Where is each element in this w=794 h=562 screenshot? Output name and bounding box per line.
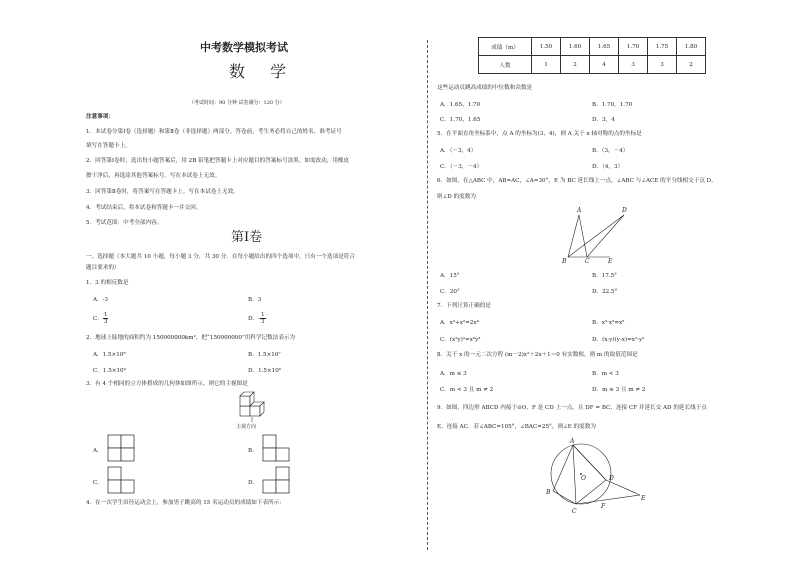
note-line: 3．回答第Ⅱ卷时，将答案写在答题卡上。写在本试卷上无效。	[86, 189, 239, 195]
q8-option-a: A．m ≤ 3	[440, 371, 467, 377]
table-cell: 2	[677, 56, 706, 74]
q6-triangle-figure	[558, 205, 638, 267]
q3-option-d-figure	[262, 466, 292, 496]
section-intro: 题目要求的）	[86, 265, 120, 271]
q4-option-c: C．1.70，1.65	[440, 117, 481, 123]
exam-title: 中考数学模拟考试	[200, 41, 288, 54]
table-cell: 3	[648, 56, 677, 74]
q3-view-label: 主视方向	[236, 424, 257, 430]
q3-option-c-figure	[107, 466, 137, 496]
q2-option-d: D．1.5×10⁶	[248, 368, 282, 374]
table-row	[479, 38, 706, 56]
q6-option-b: B．17.5°	[592, 273, 617, 279]
q8-option-d: D．m ≤ 3 且 m ≠ 2	[592, 387, 646, 393]
q4-option-d: D．3，4	[592, 117, 615, 123]
q6-label-a: A	[577, 207, 582, 214]
q9-stem: E，连接 AC．若∠ABC=105°，∠BAC=25°，则∠E 的度数为	[437, 424, 596, 430]
q3-option-b-figure	[262, 434, 292, 464]
column-divider	[427, 40, 428, 550]
q6-label-c: C	[585, 258, 590, 265]
q3-stem: 3．有 4 个相同的立方体搭成的几何体如图所示，则它的主视图是	[86, 381, 248, 387]
q2-option-b: B．1.5×10⁷	[248, 352, 281, 358]
q1-option-d: D．- $\frac{1}{3}$	[248, 312, 265, 325]
note-line: 4．考试结束后，将本试卷和答题卡一并交回。	[86, 205, 202, 211]
q3-solid-figure	[238, 390, 268, 424]
q3-option-c: C．	[93, 480, 103, 486]
q6-label-e: E	[608, 258, 613, 265]
q2-option-a: A．1.5×10⁸	[93, 352, 126, 358]
q6-option-d: D．22.5°	[592, 289, 618, 295]
q9-label-a: A	[570, 438, 575, 445]
table-cell: 人数	[479, 56, 532, 74]
table-cell: 1	[532, 56, 561, 74]
table-cell: 3	[619, 56, 648, 74]
table-cell: 成绩（m）	[479, 38, 532, 56]
q7-option-b: B．x³·x²=x⁶	[592, 320, 625, 326]
q8-option-b: B．m < 3	[592, 371, 619, 377]
q8-stem: 8．关于 x 的一元二次方程 (m－2)x²＋2x＋1＝0 有实数根，则 m 的取值范围是	[437, 352, 638, 358]
q3-option-d: D．	[248, 480, 259, 486]
subject-title: 数 学	[229, 62, 297, 81]
q9-label-b: B	[546, 489, 551, 496]
q4-score-table	[478, 37, 706, 74]
q5-option-b: B．（3，－4）	[592, 148, 629, 154]
note-line: 5．考试范围：中考全部内容。	[86, 220, 163, 226]
q4-stem: 4．在一次学生田径运动会上，参加男子跳高的 15 名运动员的成绩如下表所示：	[86, 500, 285, 506]
q7-option-a: A．x²+x²=2x⁴	[440, 320, 479, 326]
q6-stem: 6．如图，在△ABC 中，AB=AC，∠A=30°，E 为 BC 延长线上一点，∠ABC 与∠ACE 的平分线相交于点 D，	[437, 178, 717, 184]
note-line: 填写在答题卡上。	[86, 143, 131, 149]
table-row	[479, 56, 706, 74]
q5-option-d: D．（4，3）	[592, 164, 624, 170]
q6-stem: 则∠D 的度数为	[437, 194, 476, 200]
q9-label-f: F	[601, 503, 606, 510]
q1-option-b: B．3	[248, 297, 262, 303]
q9-label-c: C	[572, 508, 577, 515]
q5-option-a: A．（－3，4）	[440, 148, 477, 154]
q5-stem: 5．在平面直角坐标系中，点 A 的坐标为(3，4)，则 A 关于 x 轴对称的点的坐标是	[437, 131, 642, 137]
q4-question: 这些运动员跳高成绩的中位数和众数是	[437, 85, 533, 91]
q2-option-c: C．1.5×10⁹	[93, 368, 126, 374]
q1-stem: 1．3 的相反数是	[86, 280, 129, 286]
table-cell: 1.60	[561, 38, 590, 56]
q6-option-a: A．15°	[440, 273, 460, 279]
section-intro: 一、选择题（本大题共 10 小题，每小题 3 分，共 30 分．在每小题给出的四个选项中，只有一个选项是符合	[86, 254, 355, 260]
q9-stem: 9．如图，四边形 ABCD 内接于⊙O，F 是 CD 上一点，且 DF = BC，连接 CF 并延长交 AD 的延长线于点	[437, 405, 707, 411]
q8-option-c: C．m < 3 且 m ≠ 2	[440, 387, 494, 393]
q3-option-a-figure	[107, 434, 137, 464]
q1-option-a: A．-3	[93, 297, 109, 303]
section-heading: 第Ⅰ卷	[231, 230, 263, 245]
notes-heading: 注意事项：	[86, 114, 114, 120]
table-cell: 1.65	[590, 38, 619, 56]
q3-option-b: B．	[248, 448, 258, 454]
q6-label-d: D	[622, 207, 627, 214]
note-line: 擦干净后，再选涂其他答案标号。写在本试卷上无效。	[86, 173, 221, 179]
q9-circle-figure	[540, 436, 650, 518]
q5-option-c: C．（－3，－4）	[440, 164, 483, 170]
table-cell: 2	[561, 56, 590, 74]
q6-option-c: C．20°	[440, 289, 460, 295]
q9-label-d: D	[609, 475, 614, 482]
table-cell: 1.70	[619, 38, 648, 56]
q2-stem: 2．地球上陆地的面积约为 150000000km²，把“150000000”用科学记数法表示为	[86, 335, 296, 341]
note-line: 1．本试卷分第Ⅰ卷（选择题）和第Ⅱ卷（非选择题）两部分。答卷前，考生务必将自己的姓名、准考证号	[86, 129, 342, 135]
q4-option-a: A．1.65，1.70	[440, 102, 481, 108]
q6-label-b: B	[562, 258, 567, 265]
note-line: 2．回答第Ⅰ卷时，选出每小题答案后，用 2B 铅笔把答题卡上对应题目的答案标号涂黑。如需改动，用橡皮	[86, 158, 350, 164]
exam-info: （考试时间：90 分钟 试卷满分：120 分）	[189, 100, 285, 106]
q4-option-b: B．1.70，1.70	[592, 102, 633, 108]
table-cell: 1.80	[677, 38, 706, 56]
q9-label-o: O	[581, 475, 586, 482]
table-cell: 1.50	[532, 38, 561, 56]
q7-option-d: D．(x-y)(y-x)=x²-y²	[592, 337, 645, 343]
table-cell: 4	[590, 56, 619, 74]
q7-stem: 7．下列计算正确的是	[437, 303, 491, 309]
q3-option-a: A．	[93, 448, 103, 454]
q7-option-c: C．(x²y)³=x⁶y³	[440, 337, 481, 343]
q9-label-e: E	[641, 495, 646, 502]
q1-option-c: C． $\frac{1}{3}$	[93, 312, 108, 325]
table-cell: 1.75	[648, 38, 677, 56]
